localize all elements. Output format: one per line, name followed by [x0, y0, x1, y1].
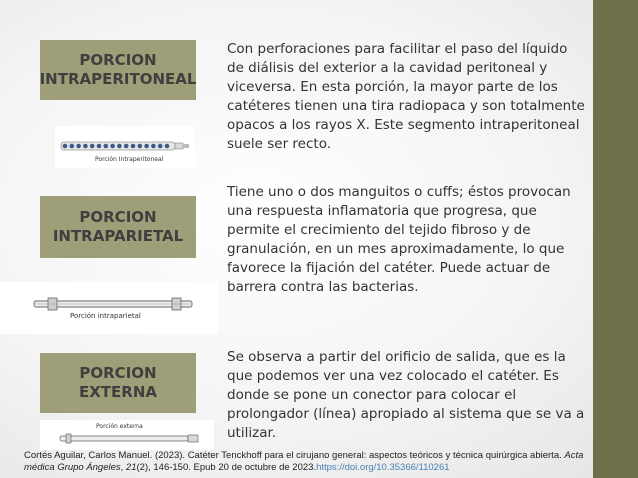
perforation-hole — [138, 144, 143, 149]
perforation-hole — [144, 144, 149, 149]
catheter-image-externa — [40, 420, 214, 450]
label-intraparietal — [40, 196, 196, 258]
catheter-image-intraperitoneal — [55, 126, 195, 168]
citation-volume: 21 — [125, 462, 137, 473]
perforation-hole — [110, 144, 115, 149]
perforation-hole — [97, 144, 102, 149]
label-line: PORCION EXTERNA — [78, 364, 157, 401]
perforation-hole — [117, 144, 122, 149]
description-intraparietal: Tiene uno o dos manguitos o cuffs; éstos provocan una respuesta inflamatoria que progresa, que permite el crecimiento del tejido fibroso y de granulación, en un mes aproximadamente, lo que favorece la fijación del catéter. Puede actuar de barrera contra las bacterias. — [227, 184, 571, 295]
citation: Cortés Aguilar, Carlos Manuel. (2023). Catéter Tenckhoff para el cirujano general: aspectos teóricos y técnica quirúrgica abierta. Acta médica Grupo Ángeles, 21(2), 146-150. Epub 20 de octubre de 2023.https://doi.org/10.35366/110261 — [24, 450, 584, 473]
perforation-hole — [70, 144, 75, 149]
label-line: PORCION — [79, 51, 157, 69]
citation-link[interactable]: https://doi.org/10.35366/110261 — [316, 462, 450, 473]
perforation-hole — [131, 144, 136, 149]
description-intraperitoneal: Con perforaciones para facilitar el paso del líquido de diálisis del exterior a la cavidad peritoneal y viceversa. En esta porción, la mayor parte de los catéteres tienen una tira radiopaca y son totalmente opacos a los rayos X. Este segmento intraperitoneal suele ser recto. — [227, 41, 585, 152]
perforation-hole — [63, 144, 68, 149]
label-line: INTRAPARIETAL — [52, 227, 184, 245]
perforation-hole — [76, 144, 81, 149]
citation-journal: Acta médica Grupo Ángeles — [24, 450, 584, 473]
perforation-hole — [151, 144, 156, 149]
image-caption: Porción Intraperitoneal — [95, 156, 164, 163]
label-externa — [40, 353, 196, 413]
perforation-hole — [124, 144, 129, 149]
perforation-hole — [90, 144, 95, 149]
catheter-image-intraparietal — [0, 282, 218, 334]
label-line: PORCION — [79, 208, 157, 226]
image-caption: Porción externa — [96, 423, 143, 430]
citation-rest: (2), 146-150. Epub 20 de octubre de 2023. — [136, 462, 317, 473]
perforation-hole — [165, 144, 170, 149]
perforation-hole — [104, 144, 109, 149]
image-caption: Porción intraparietal — [70, 312, 141, 320]
description-externa: Se observa a partir del orificio de salida, que es la que podemos ver una vez colocado el catéter. Es donde se pone un conector para colocar el prolongador (línea) apropiado al sistema que se va a utilizar. — [227, 349, 585, 441]
label-intraperitoneal — [40, 40, 196, 100]
label-line: INTRAPERITONEAL — [39, 70, 197, 88]
perforation-hole — [158, 144, 163, 149]
catheter-drawing — [0, 282, 218, 334]
decorative-sidebar — [593, 0, 638, 478]
citation-text: Cortés Aguilar, Carlos Manuel. (2023). Catéter Tenckhoff para el cirujano general: aspectos teóricos y técnica quirúrgica abierta. — [24, 450, 565, 461]
perforation-hole — [83, 144, 88, 149]
